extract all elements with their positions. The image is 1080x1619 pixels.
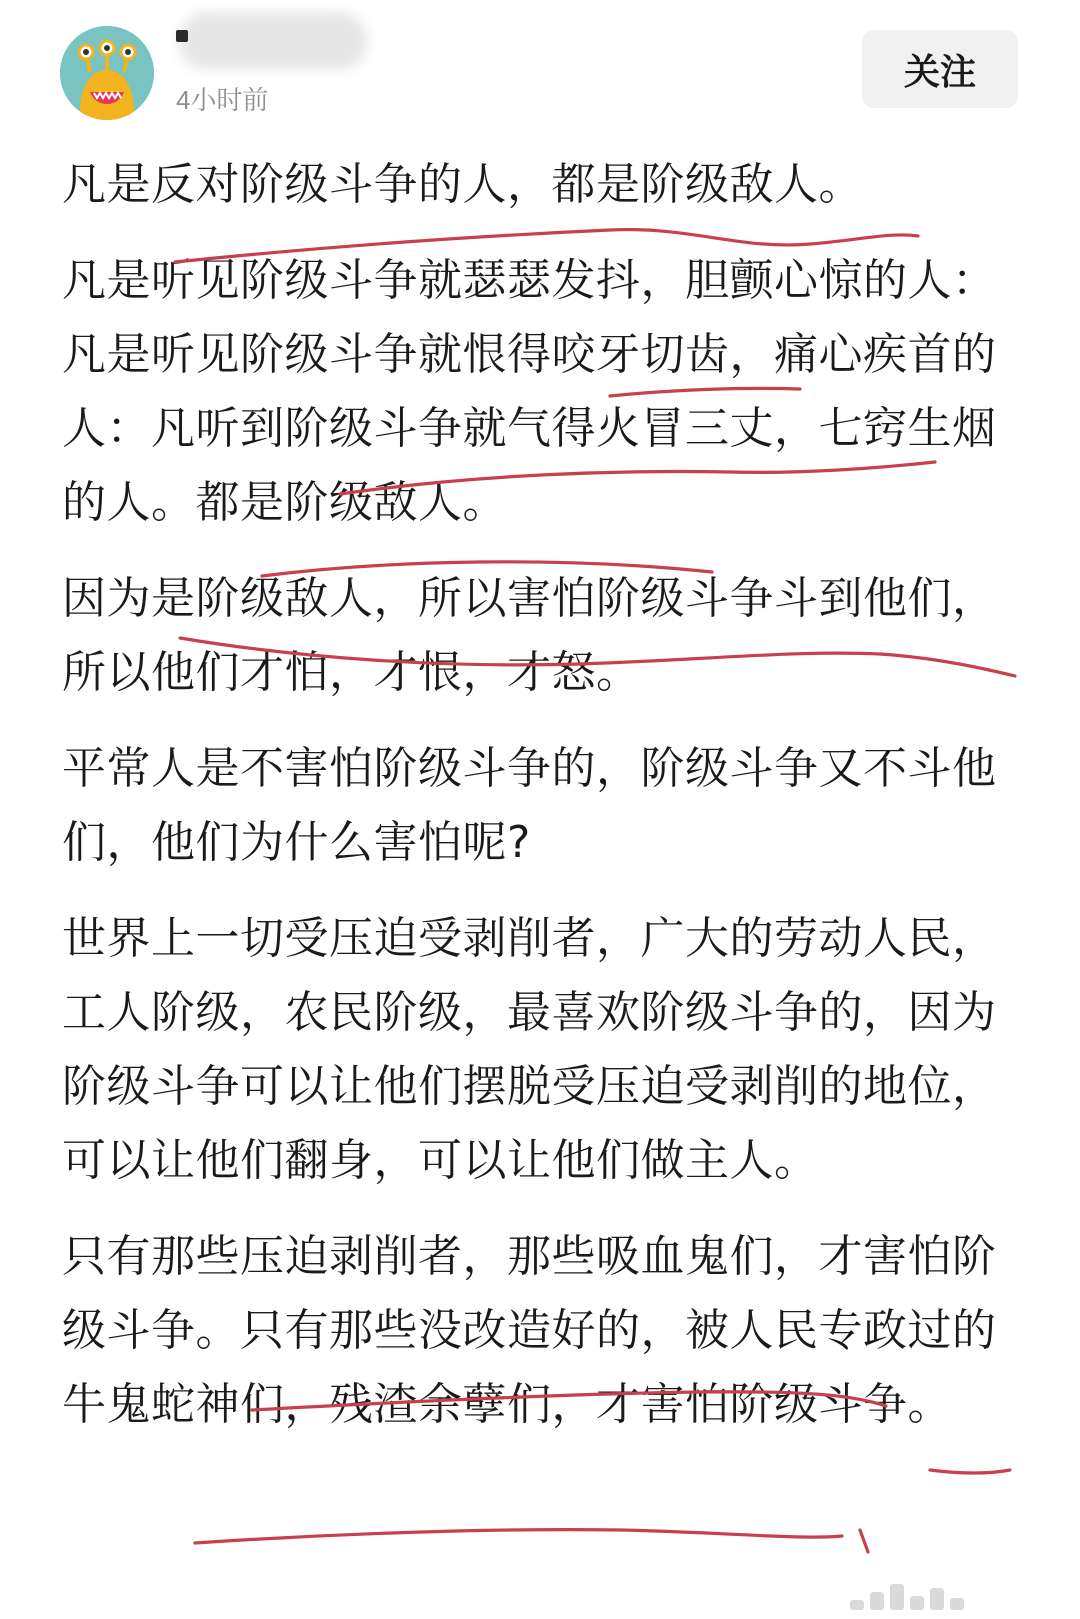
user-avatar[interactable] <box>60 26 154 120</box>
underline-7 <box>930 1470 1010 1473</box>
username-redacted <box>178 12 368 70</box>
follow-button[interactable]: 关注 <box>862 30 1018 108</box>
username-fragment <box>176 30 188 42</box>
monster-avatar-icon <box>60 26 154 120</box>
underline-8 <box>195 1530 842 1543</box>
paragraph-1: 凡是反对阶级斗争的人，都是阶级敌人。 <box>62 159 863 210</box>
paragraph-6: 只有那些压迫剥削者，那些吸血鬼们，才害怕阶级斗争。只有那些没改造好的，被人民专政过的牛鬼蛇神们，残渣余孽们，才害怕阶级斗争。 <box>62 1231 997 1430</box>
underline-9 <box>860 1530 868 1552</box>
post-time: 4小时前 <box>176 85 269 115</box>
post-header <box>0 0 1080 140</box>
paragraph-3: 因为是阶级敌人，所以害怕阶级斗争斗到他们，所以他们才怕，才恨，才怒。 <box>62 573 997 698</box>
paragraph-2: 凡是听见阶级斗争就瑟瑟发抖，胆颤心惊的人：凡是听见阶级斗争就恨得咬牙切齿，痛心疾首的人：凡听到阶级斗争就气得火冒三丈，七窍生烟的人。都是阶级敌人。 <box>62 255 997 528</box>
paragraph-4: 平常人是不害怕阶级斗争的，阶级斗争又不斗他们，他们为什么害怕呢? <box>62 743 997 868</box>
watermark-mark <box>850 1580 1050 1610</box>
paragraph-5: 世界上一切受压迫受剥削者，广大的劳动人民，工人阶级，农民阶级，最喜欢阶级斗争的，因为阶级斗争可以让他们摆脱受压迫受剥削的地位，可以让他们翻身，可以让他们做主人。 <box>62 913 997 1186</box>
post-body <box>62 148 1022 1464</box>
